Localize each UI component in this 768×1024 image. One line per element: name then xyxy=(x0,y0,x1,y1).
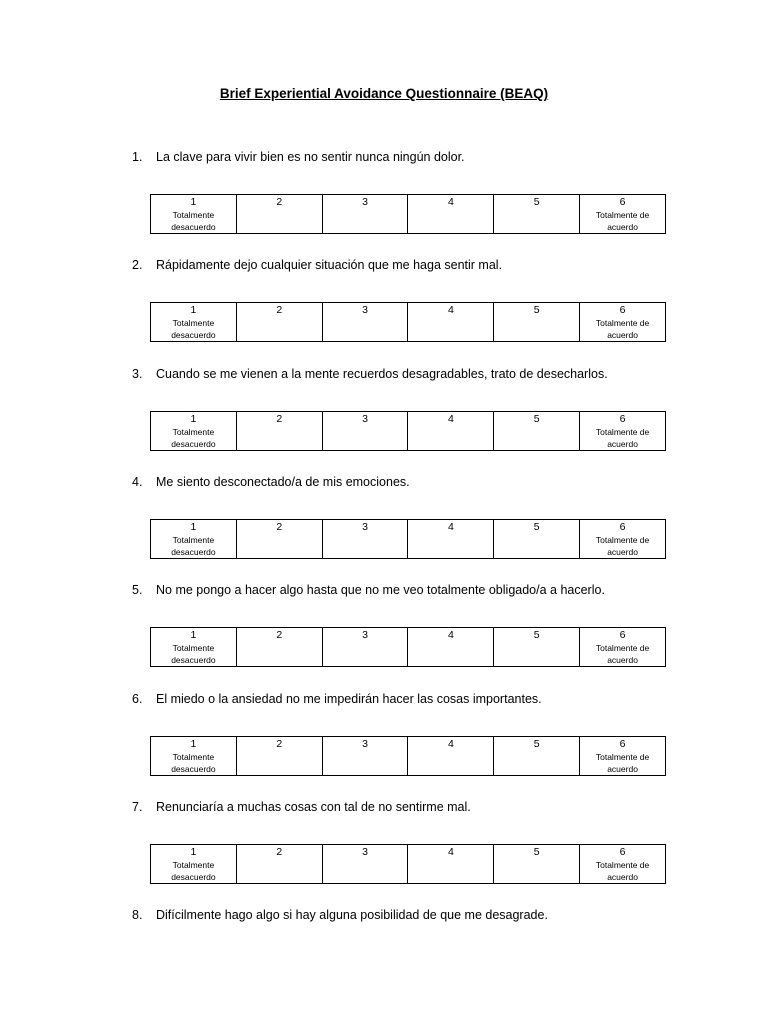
scale-label-disagree: Totalmente xyxy=(172,318,215,328)
question-statement: El miedo o la ansiedad no me impedirán hacer las cosas importantes. xyxy=(156,692,542,706)
rating-option-3[interactable] xyxy=(322,628,408,667)
scale-label-disagree: desacuerdo xyxy=(171,439,216,449)
rating-value: 1 xyxy=(190,846,197,858)
rating-option-3[interactable] xyxy=(322,195,408,234)
rating-value: 2 xyxy=(276,521,283,533)
rating-value: 5 xyxy=(533,196,540,208)
scale-label-agree: acuerdo xyxy=(607,330,638,340)
rating-scale xyxy=(150,519,666,559)
rating-option-4[interactable] xyxy=(408,520,494,559)
question-statement: Cuando se me vienen a la mente recuerdos desagradables, trato de desecharlos. xyxy=(156,367,608,381)
rating-option-2[interactable] xyxy=(236,303,322,342)
scale-label-agree: acuerdo xyxy=(607,872,638,882)
rating-value: 1 xyxy=(190,521,197,533)
rating-value: 4 xyxy=(447,846,454,858)
rating-option-1[interactable] xyxy=(151,195,237,234)
rating-value: 4 xyxy=(447,521,454,533)
question-2 xyxy=(0,258,768,366)
rating-value: 1 xyxy=(190,738,197,750)
rating-scale xyxy=(150,194,666,234)
scale-label-agree: acuerdo xyxy=(607,764,638,774)
question-7 xyxy=(0,800,768,908)
rating-option-5[interactable] xyxy=(494,303,580,342)
question-number: 4. xyxy=(132,475,143,489)
question-number: 6. xyxy=(132,692,143,706)
scale-label-disagree: desacuerdo xyxy=(171,547,216,557)
question-text xyxy=(132,367,608,381)
rating-option-6[interactable] xyxy=(580,520,666,559)
question-statement: Rápidamente dejo cualquier situación que me haga sentir mal. xyxy=(156,258,503,272)
rating-option-2[interactable] xyxy=(236,737,322,776)
rating-value: 5 xyxy=(533,521,540,533)
rating-option-4[interactable] xyxy=(408,845,494,884)
rating-option-5[interactable] xyxy=(494,412,580,451)
scale-label-agree: Totalmente de xyxy=(595,210,650,220)
rating-option-3[interactable] xyxy=(322,737,408,776)
rating-value: 2 xyxy=(276,304,283,316)
rating-option-4[interactable] xyxy=(408,737,494,776)
rating-option-6[interactable] xyxy=(580,737,666,776)
rating-value: 1 xyxy=(190,304,197,316)
rating-option-4[interactable] xyxy=(408,195,494,234)
rating-value: 3 xyxy=(362,521,368,533)
scale-label-disagree: Totalmente xyxy=(172,535,215,545)
question-3 xyxy=(0,367,768,475)
rating-option-3[interactable] xyxy=(322,520,408,559)
question-statement: No me pongo a hacer algo hasta que no me veo totalmente obligado/a a hacerlo. xyxy=(156,583,605,597)
rating-value: 3 xyxy=(362,304,368,316)
rating-value: 3 xyxy=(362,196,368,208)
rating-value: 4 xyxy=(447,196,454,208)
rating-option-4[interactable] xyxy=(408,412,494,451)
rating-value: 1 xyxy=(190,629,197,641)
question-number: 2. xyxy=(132,258,143,272)
question-text xyxy=(132,692,542,706)
scale-label-disagree: desacuerdo xyxy=(171,764,216,774)
rating-scale xyxy=(150,411,666,451)
scale-label-agree: acuerdo xyxy=(607,655,638,665)
scale-label-disagree: desacuerdo xyxy=(171,330,216,340)
rating-value: 3 xyxy=(362,413,368,425)
rating-value: 6 xyxy=(619,738,626,750)
scale-label-agree: Totalmente de xyxy=(595,535,650,545)
rating-option-5[interactable] xyxy=(494,845,580,884)
rating-value: 6 xyxy=(619,629,626,641)
rating-option-1[interactable] xyxy=(151,520,237,559)
scale-label-agree: Totalmente de xyxy=(595,752,650,762)
question-statement: Renunciaría a muchas cosas con tal de no sentirme mal. xyxy=(156,800,471,814)
rating-option-1[interactable] xyxy=(151,303,237,342)
rating-value: 2 xyxy=(276,196,283,208)
rating-value: 1 xyxy=(190,413,197,425)
rating-value: 2 xyxy=(276,846,283,858)
question-text xyxy=(132,150,465,164)
rating-value: 5 xyxy=(533,738,540,750)
question-number: 3. xyxy=(132,367,143,381)
question-8 xyxy=(0,908,768,1016)
scale-label-agree: Totalmente de xyxy=(595,427,650,437)
rating-value: 1 xyxy=(190,196,197,208)
scale-label-agree: Totalmente de xyxy=(595,643,650,653)
rating-option-1[interactable] xyxy=(151,737,237,776)
rating-value: 3 xyxy=(362,629,368,641)
rating-option-3[interactable] xyxy=(322,412,408,451)
question-number: 7. xyxy=(132,800,143,814)
rating-value: 2 xyxy=(276,629,283,641)
rating-option-2[interactable] xyxy=(236,845,322,884)
rating-scale xyxy=(150,844,666,884)
rating-option-5[interactable] xyxy=(494,520,580,559)
scale-label-disagree: desacuerdo xyxy=(171,222,216,232)
rating-option-4[interactable] xyxy=(408,303,494,342)
rating-scale xyxy=(150,302,666,342)
question-4 xyxy=(0,475,768,583)
rating-value: 5 xyxy=(533,846,540,858)
rating-value: 5 xyxy=(533,304,540,316)
rating-option-4[interactable] xyxy=(408,628,494,667)
rating-option-2[interactable] xyxy=(236,195,322,234)
scale-label-agree: acuerdo xyxy=(607,439,638,449)
question-1 xyxy=(0,150,768,258)
question-5 xyxy=(0,583,768,691)
question-number: 8. xyxy=(132,908,143,922)
rating-option-3[interactable] xyxy=(322,845,408,884)
question-number: 5. xyxy=(132,583,143,597)
rating-value: 2 xyxy=(276,738,283,750)
rating-value: 6 xyxy=(619,196,626,208)
rating-option-6[interactable] xyxy=(580,303,666,342)
rating-option-3[interactable] xyxy=(322,303,408,342)
question-statement: Difícilmente hago algo si hay alguna posibilidad de que me desagrade. xyxy=(156,908,548,922)
rating-value: 4 xyxy=(447,413,454,425)
rating-value: 4 xyxy=(447,304,454,316)
scale-label-disagree: Totalmente xyxy=(172,860,215,870)
question-number: 1. xyxy=(132,150,143,164)
rating-value: 6 xyxy=(619,413,626,425)
rating-option-2[interactable] xyxy=(236,628,322,667)
rating-option-2[interactable] xyxy=(236,520,322,559)
rating-option-1[interactable] xyxy=(151,845,237,884)
rating-option-1[interactable] xyxy=(151,628,237,667)
question-6 xyxy=(0,692,768,800)
rating-option-5[interactable] xyxy=(494,195,580,234)
rating-option-6[interactable] xyxy=(580,845,666,884)
rating-value: 5 xyxy=(533,629,540,641)
rating-option-6[interactable] xyxy=(580,628,666,667)
scale-label-agree: acuerdo xyxy=(607,222,638,232)
rating-value: 6 xyxy=(619,304,626,316)
rating-option-2[interactable] xyxy=(236,412,322,451)
rating-option-6[interactable] xyxy=(580,195,666,234)
question-text xyxy=(132,258,502,272)
rating-value: 4 xyxy=(447,738,454,750)
rating-value: 3 xyxy=(362,738,368,750)
rating-option-1[interactable] xyxy=(151,412,237,451)
scale-label-agree: acuerdo xyxy=(607,547,638,557)
scale-label-agree: Totalmente de xyxy=(595,318,650,328)
question-text xyxy=(132,475,410,489)
scale-label-disagree: Totalmente xyxy=(172,210,215,220)
scale-label-disagree: desacuerdo xyxy=(171,872,216,882)
rating-option-5[interactable] xyxy=(494,737,580,776)
scale-label-agree: Totalmente de xyxy=(595,860,650,870)
question-text xyxy=(132,583,605,597)
rating-value: 4 xyxy=(447,629,454,641)
question-statement: La clave para vivir bien es no sentir nunca ningún dolor. xyxy=(156,150,465,164)
rating-scale xyxy=(150,627,666,667)
rating-value: 5 xyxy=(533,413,540,425)
scale-label-disagree: Totalmente xyxy=(172,752,215,762)
rating-value: 2 xyxy=(276,413,283,425)
rating-scale xyxy=(150,736,666,776)
rating-option-5[interactable] xyxy=(494,628,580,667)
scale-label-disagree: Totalmente xyxy=(172,427,215,437)
scale-label-disagree: Totalmente xyxy=(172,643,215,653)
rating-value: 6 xyxy=(619,846,626,858)
rating-option-6[interactable] xyxy=(580,412,666,451)
rating-value: 6 xyxy=(619,521,626,533)
question-statement: Me siento desconectado/a de mis emociones. xyxy=(156,475,410,489)
question-text xyxy=(132,800,471,814)
rating-value: 3 xyxy=(362,846,368,858)
scale-label-disagree: desacuerdo xyxy=(171,655,216,665)
document-title: Brief Experiential Avoidance Questionnaire (BEAQ) xyxy=(219,86,549,101)
question-text xyxy=(132,908,548,922)
